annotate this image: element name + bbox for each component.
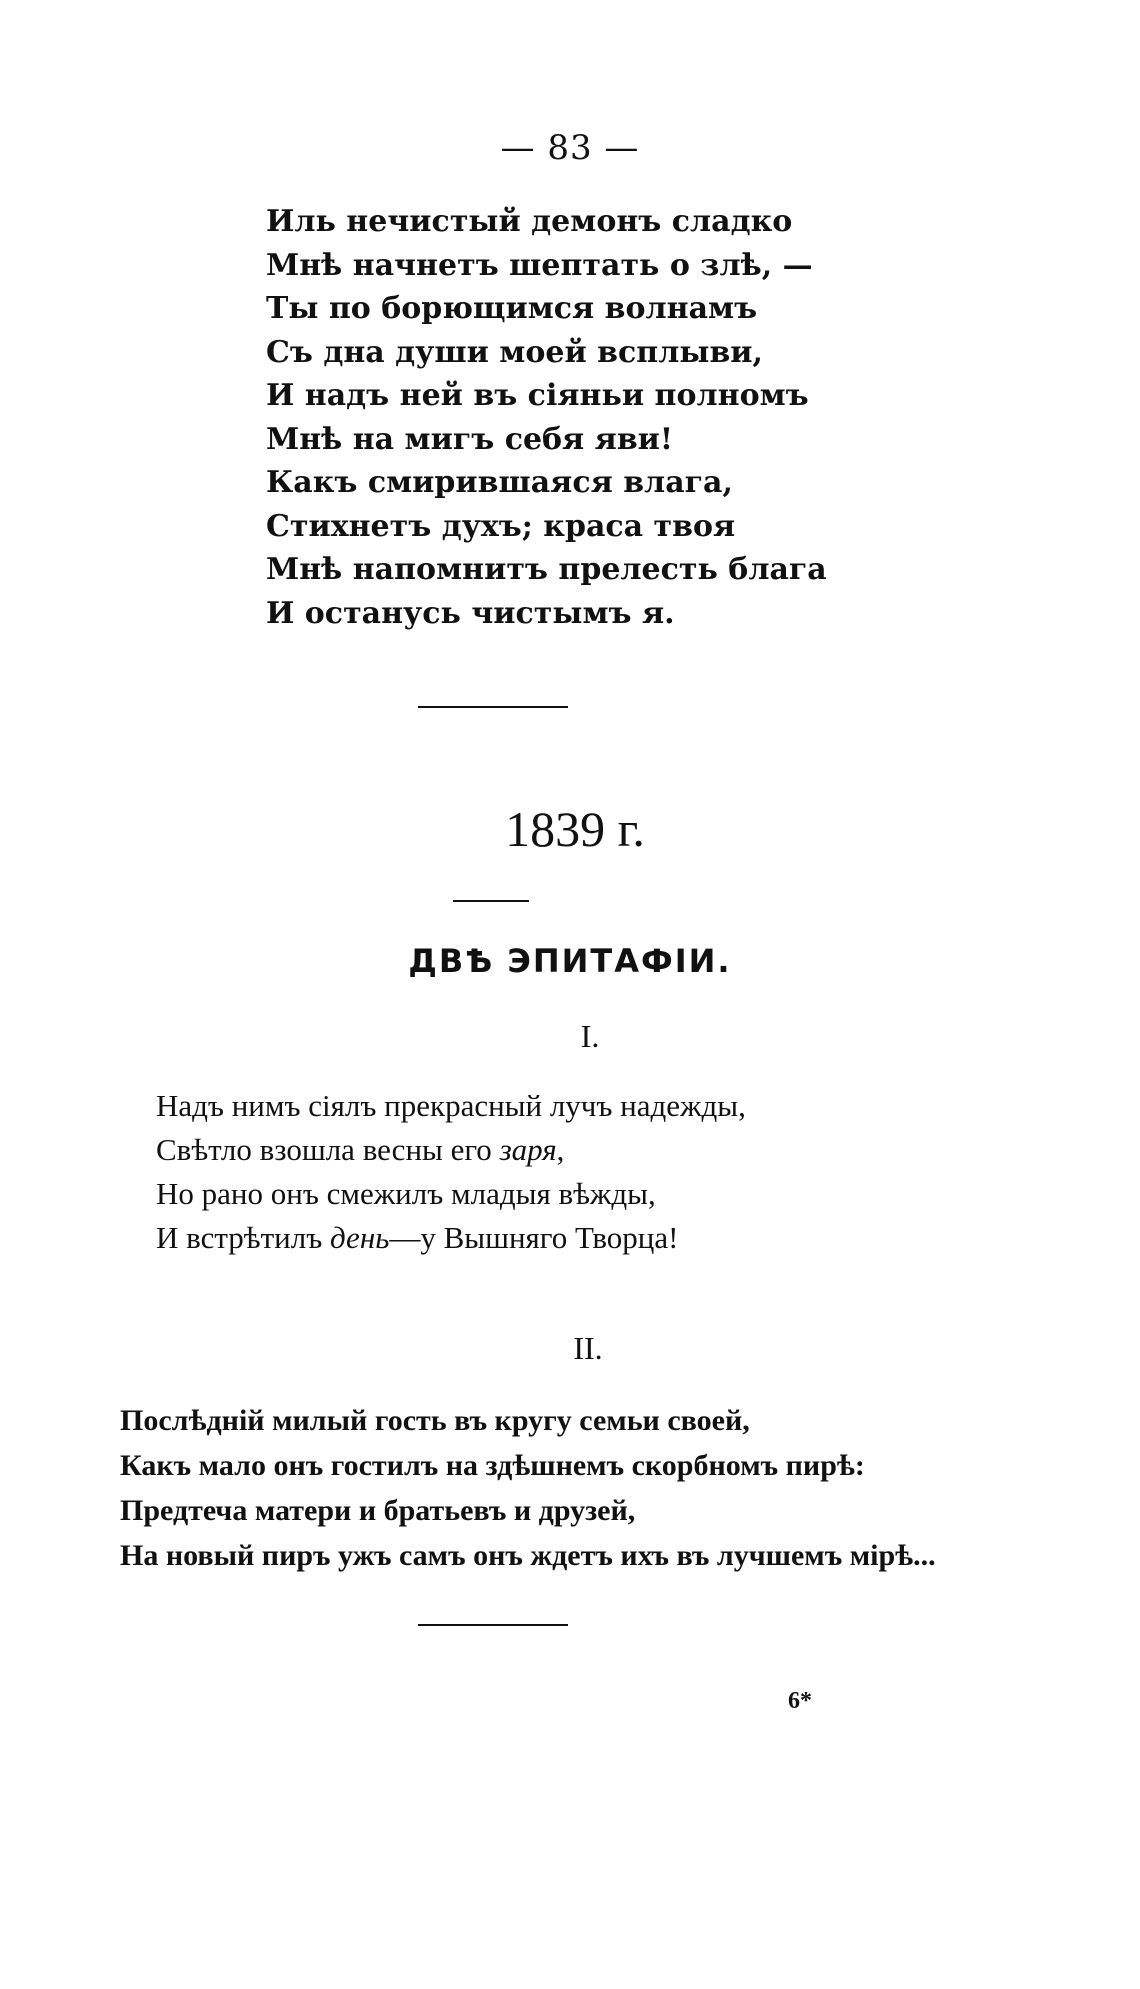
stanza-line: Ты по борющимся волнамъ	[266, 291, 758, 326]
stanza-line: Мнѣ напомнитъ прелесть блага	[266, 552, 827, 587]
epitaph-line: Надъ нимъ сіялъ прекрасный лучъ надежды,	[156, 1088, 746, 1123]
page-number-text: — 83 —	[500, 128, 640, 168]
stanza-line: И останусь чистымъ я.	[266, 595, 675, 631]
stanza-line: Стихнетъ духъ; краса твоя	[266, 508, 736, 544]
epitaph-italic-word: день	[330, 1220, 390, 1255]
page-number	[0, 128, 1140, 168]
epitaph-line: На новый пиръ ужъ самъ онъ ждетъ ихъ въ лучшемъ мірѣ...	[120, 1539, 936, 1572]
stanza-line: Иль нечистый демонъ сладко	[266, 204, 793, 239]
stanza-line: И надъ ней въ сіяньи полномъ	[266, 378, 809, 413]
stanza-line: Мнѣ на мигъ себя яви!	[266, 421, 674, 457]
epitaph-line	[156, 1216, 746, 1260]
stanza-line: Какъ смирившаяся влага,	[266, 465, 733, 500]
signature-mark: 6*	[788, 1688, 812, 1714]
epitaph-line: Предтеча матери и братьевъ и друзей,	[120, 1494, 636, 1527]
epitaph-line-text: И встрѣтилъ	[156, 1220, 330, 1255]
poem-title: ДВѢ ЭПИТАФІИ.	[408, 942, 732, 980]
epitaph-line: Послѣдній милый гость въ кругу семьи своей,	[120, 1404, 750, 1437]
epitaph-line: Но рано онъ смежилъ младыя вѣжды,	[156, 1176, 656, 1211]
epitaph-one	[156, 1084, 746, 1260]
closing-divider	[418, 1624, 568, 1626]
section-divider	[418, 706, 568, 708]
epitaph-line-text: —у Вышняго Творца!	[389, 1220, 679, 1255]
stanza-line: Мнѣ начнетъ шептать о злѣ, —	[266, 247, 813, 283]
poem-stanza	[266, 200, 827, 635]
epitaph-line: Какъ мало онъ гостилъ на здѣшнемъ скорбномъ пирѣ:	[120, 1449, 865, 1482]
epitaph-line-text: Свѣтло взошла весны его	[156, 1132, 500, 1167]
section-numeral: I.	[580, 1018, 600, 1054]
epitaph-line-text: ,	[556, 1132, 565, 1167]
section-numeral: II.	[573, 1330, 603, 1366]
stanza-line: Съ дна души моей всплыви,	[266, 334, 763, 370]
epitaph-italic-word: заря	[499, 1132, 557, 1167]
epitaph-line	[156, 1128, 746, 1172]
epitaph-two	[120, 1398, 936, 1578]
year-underline	[453, 900, 529, 902]
year-heading: 1839 г.	[505, 801, 645, 857]
